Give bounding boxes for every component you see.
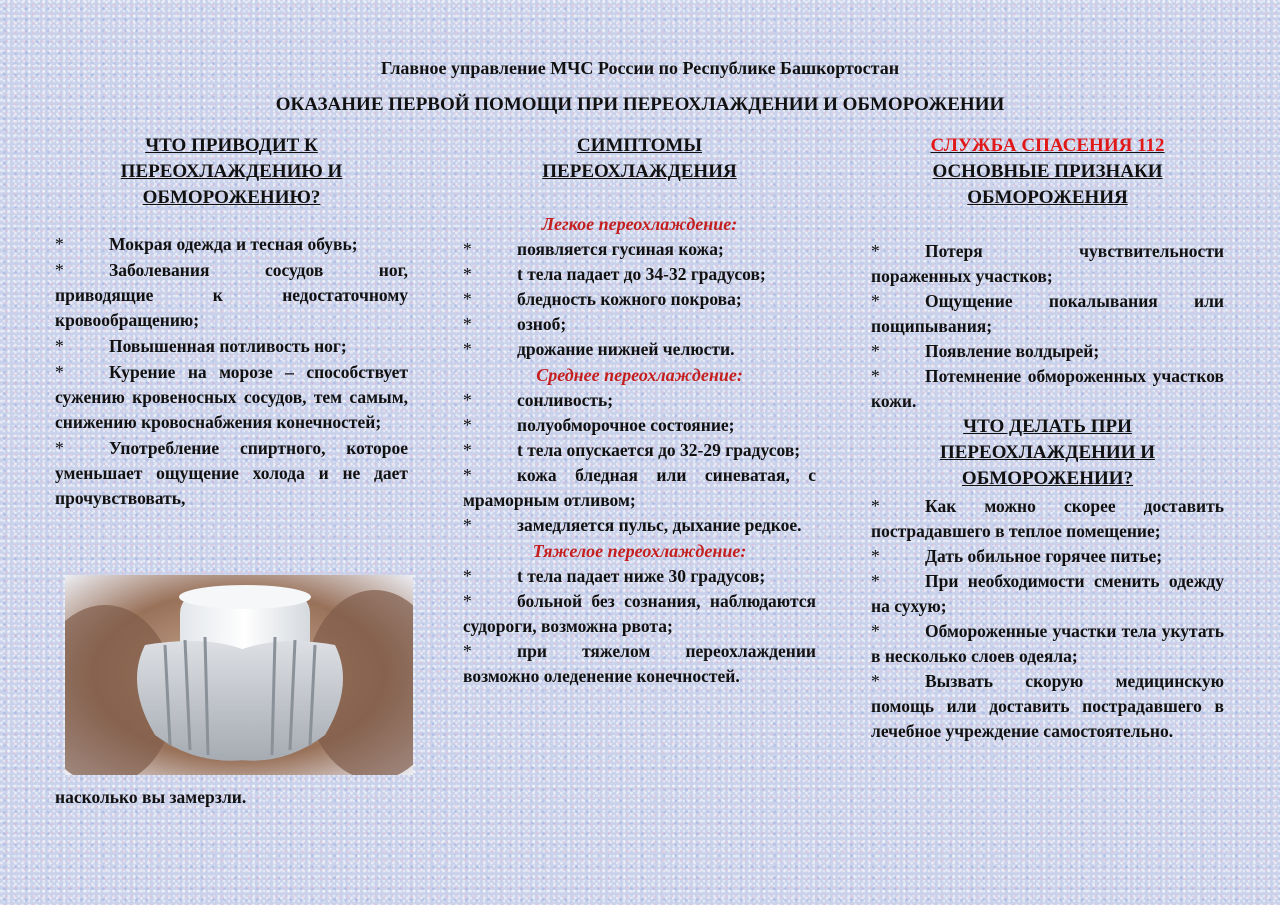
causes-tail-text: насколько вы замерзли. <box>55 787 247 807</box>
rescue-service-number: СЛУЖБА СПАСЕНИЯ 112 <box>930 135 1165 156</box>
group-title-moderate: Среднее переохлаждение: <box>536 365 743 385</box>
list-item: * Вызвать скорую медицинскую помощь или доставить пострадавшего в лечебное учреждение самостоятельно. <box>871 671 1224 741</box>
gloved-hands-cup-photo <box>65 575 413 775</box>
list-item: * Употребление спиртного, которое уменьшает ощущение холода и не дает прочувствовать, <box>55 438 408 508</box>
list-item: * Ощущение покалывания или пощипывания; <box>871 291 1224 336</box>
causes-heading: ЧТО ПРИВОДИТ К ПЕРЕОХЛАЖДЕНИЮ И ОБМОРОЖЕНИЮ? <box>120 135 343 208</box>
list-item: * t тела падает ниже 30 градусов; <box>463 566 766 586</box>
list-item: * при тяжелом переохлаждении возможно оледенение конечностей. <box>463 641 816 686</box>
group-title-mild: Легкое переохлаждение: <box>541 214 738 234</box>
list-item: * t тела опускается до 32-29 градусов; <box>463 440 801 460</box>
frostbite-signs-list <box>871 239 1224 414</box>
list-item: * t тела падает до 34-32 градусов; <box>463 264 766 284</box>
list-item: * замедляется пульс, дыхание редкое. <box>463 515 802 535</box>
organization-name: Главное управление МЧС России по Республике Башкортостан <box>380 58 900 78</box>
list-item: * Заболевания сосудов ног, приводящие к недостаточному кровообращению; <box>55 260 408 330</box>
causes-column <box>55 133 408 512</box>
first-aid-list <box>871 494 1224 744</box>
list-item: * больной без сознания, наблюдаются судороги, возможна рвота; <box>463 591 816 636</box>
list-item: * Повышенная потливость ног; <box>55 336 347 356</box>
list-item: * Дать обильное горячее питье; <box>871 546 1163 566</box>
symptoms-heading: СИМПТОМЫ ПЕРЕОХЛАЖДЕНИЯ <box>542 135 737 182</box>
page-title: ОКАЗАНИЕ ПЕРВОЙ ПОМОЩИ ПРИ ПЕРЕОХЛАЖДЕНИИ И ОБМОРОЖЕНИИ <box>275 94 1005 115</box>
frostbite-column <box>871 133 1224 744</box>
list-item: * бледность кожного покрова; <box>463 289 742 309</box>
list-item: * сонливость; <box>463 390 614 410</box>
causes-list <box>55 232 408 511</box>
symptoms-severe-list <box>463 564 816 689</box>
what-to-do-heading: ЧТО ДЕЛАТЬ ПРИ ПЕРЕОХЛАЖДЕНИИ И ОБМОРОЖЕНИИ? <box>939 416 1156 489</box>
list-item: * озноб; <box>463 314 567 334</box>
list-item: * Мокрая одежда и тесная обувь; <box>55 234 358 254</box>
list-item: * полуобморочное состояние; <box>463 415 735 435</box>
list-item: * Потеря чувствительности пораженных участков; <box>871 241 1224 286</box>
list-item: * Как можно скорее доставить пострадавшего в теплое помещение; <box>871 496 1224 541</box>
list-item: * Курение на морозе – способствует сужению кровеносных сосудов, тем самым, снижению кровоснабжения конечностей; <box>55 362 408 432</box>
symptoms-mild-list <box>463 237 816 362</box>
symptoms-column <box>463 133 816 689</box>
symptoms-moderate-list <box>463 388 816 538</box>
frostbite-heading: СЛУЖБА СПАСЕНИЯ 112 ОСНОВНЫЕ ПРИЗНАКИ ОБМОРОЖЕНИЯ <box>871 133 1224 211</box>
list-item: * дрожание нижней челюсти. <box>463 339 735 359</box>
list-item: * Появление волдырей; <box>871 341 1100 361</box>
list-item: * кожа бледная или синеватая, с мраморным отливом; <box>463 465 816 510</box>
list-item: * При необходимости сменить одежду на сухую; <box>871 571 1224 616</box>
list-item: * Потемнение обмороженных участков кожи. <box>871 366 1224 411</box>
list-item: * появляется гусиная кожа; <box>463 239 724 259</box>
group-title-severe: Тяжелое переохлаждение: <box>532 541 747 561</box>
list-item: * Обмороженные участки тела укутать в несколько слоев одеяла; <box>871 621 1224 666</box>
